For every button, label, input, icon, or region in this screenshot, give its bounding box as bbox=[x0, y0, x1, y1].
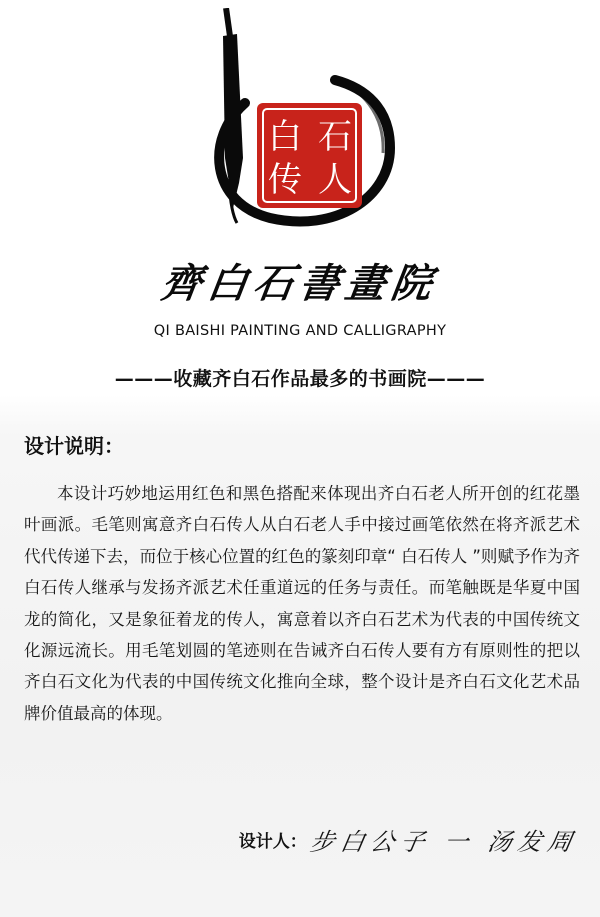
designer-signature: 步白公子 一 汤发周 bbox=[307, 828, 581, 856]
logo-emblem bbox=[185, 8, 415, 238]
svg-text:传: 传 bbox=[268, 160, 302, 200]
designer-label: 设计人： bbox=[238, 832, 307, 852]
tagline: ———收藏齐白石作品最多的书画院——— bbox=[114, 368, 486, 390]
brand-english-title: QI BAISHI PAINTING AND CALLIGRAPHY bbox=[153, 323, 447, 339]
svg-text:人: 人 bbox=[318, 160, 352, 200]
svg-text:白: 白 bbox=[268, 117, 302, 157]
section-heading: 设计说明： bbox=[24, 434, 124, 458]
designer-credit bbox=[238, 822, 581, 857]
brand-calligraphy-title: 齊白石書畫院 bbox=[158, 260, 441, 307]
design-description: 本设计巧妙地运用红色和黑色搭配来体现出齐白石老人所开创的红花墨叶画派。毛笔则寓意齐白石传人从白石老人手中接过画笔依然在将齐派艺术代代传递下去，而位于核心位置的红色的篆刻印章“ 白石传人 ”则赋予作为齐白石传人继承与发扬齐派艺术任重道远的任务与责任。而笔触既是华夏中国龙的简化，又是象征着龙的传人，寓意着以齐白石艺术为代表的中国传统文化源远流长。用毛笔划圆的笔迹则在告诫齐白石传人要有方有原则性的把以齐白石文化为代表的中国传统文化推向全球，整个设计是齐白石文化艺术品牌价值最高的体现。 bbox=[24, 484, 580, 723]
seal-stamp-icon bbox=[257, 103, 362, 208]
svg-text:石: 石 bbox=[318, 117, 352, 157]
